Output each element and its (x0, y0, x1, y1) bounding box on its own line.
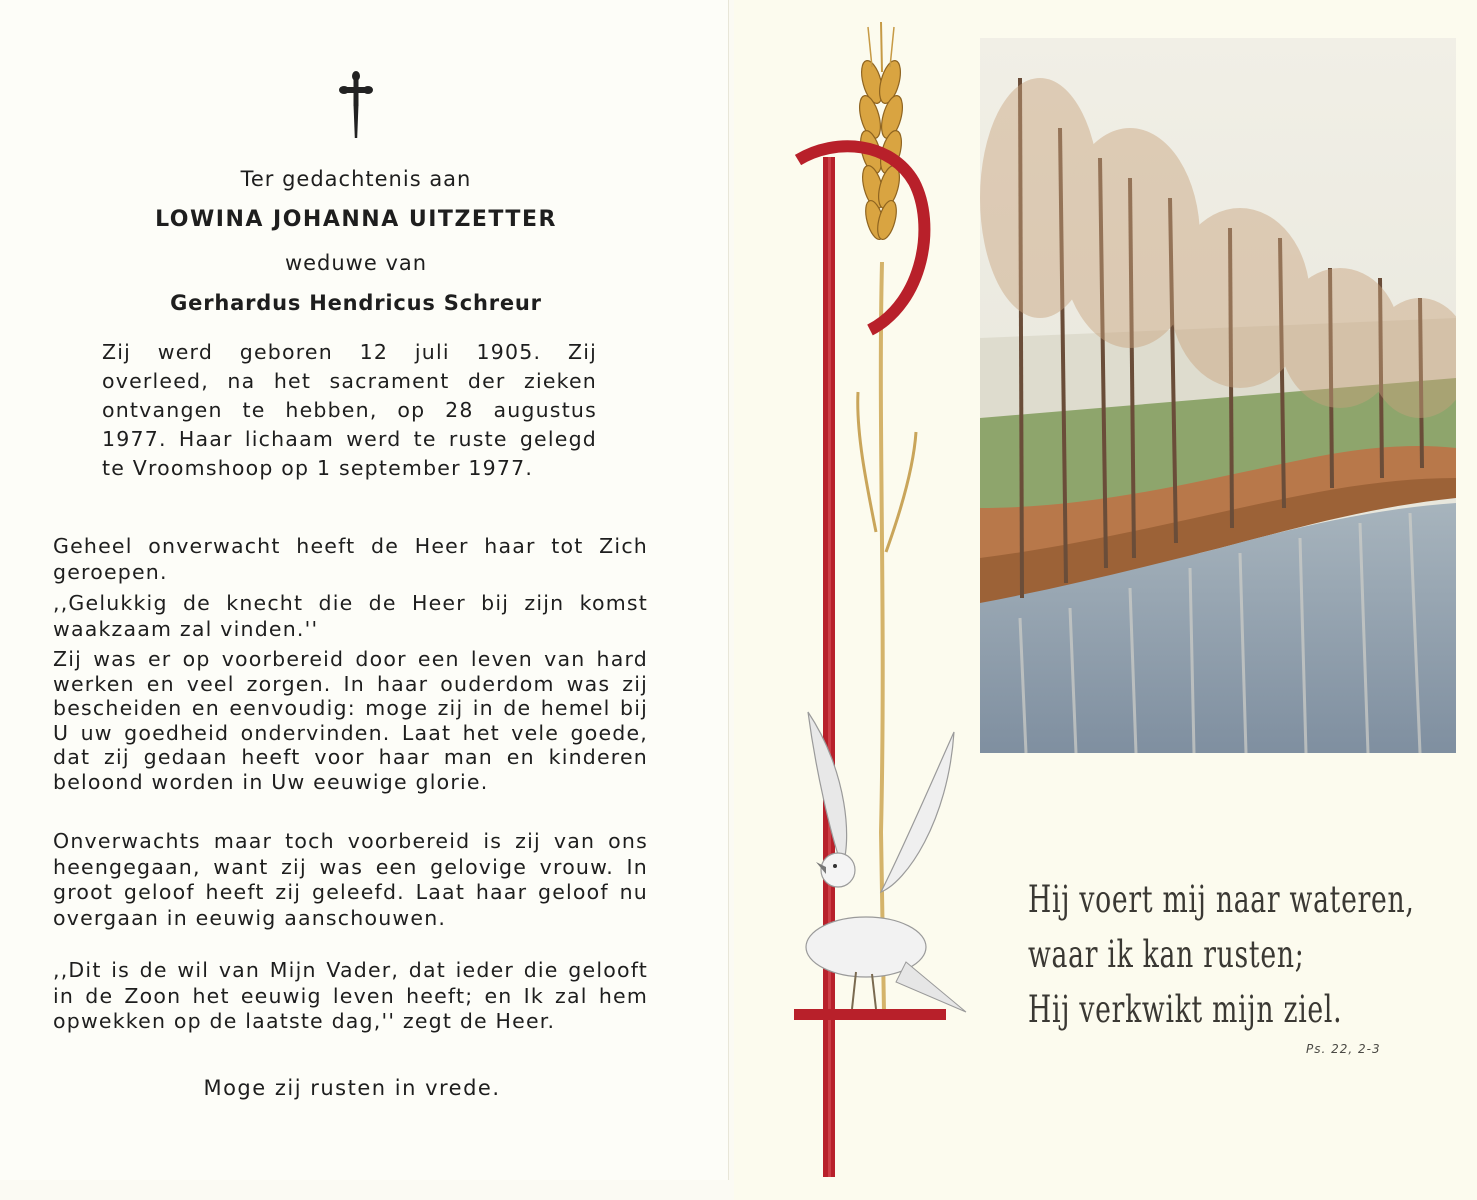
cross-icon (336, 68, 376, 140)
verse-line: Hij voert mij naar wateren, (1028, 878, 1415, 921)
quote-paragraph: ,,Gelukkig de knecht die de Heer bij zijn komst waakzaam zal vinden.'' (53, 591, 648, 641)
widow-of-label: weduwe van (284, 251, 428, 275)
landscape-photo (980, 38, 1456, 753)
verse-line: waar ik kan rusten; (1028, 933, 1305, 976)
quote-paragraph: ,,Dit is de wil van Mijn Vader, dat ieder die gelooft in de Zoon het eeuwig leven heeft; en Ik zal hem opwekken op de laatste dag,'' zegt de Heer. (53, 958, 648, 1033)
header-intro: Ter gedachtenis aan (240, 167, 472, 191)
rho-staff-icon (794, 146, 946, 1177)
biography: Zij werd geboren 12 juli 1905. Zij overleed, na het sacrament der zieken ontvangen te hebben, op 28 augustus 1977. Haar lichaam werd te ruste gelegd te Vroomshoop op 1 september 1977. (102, 340, 597, 480)
spouse-name: Gerhardus Hendricus Schreur (170, 291, 542, 315)
closing-line: Moge zij rusten in vrede. (203, 1076, 501, 1100)
paragraph: Zij was er op voorbereid door een leven van hard werken en veel zorgen. In haar ouderdom was zij bescheiden en eenvoudig: moge zij in de hemel bij U uw goedheid ondervinden. Laat het vele goede, dat zij gedaan heeft voor haar man en kinderen beloond worden in Uw eeuwige glorie. (53, 647, 648, 794)
memorial-text-panel (0, 0, 729, 1180)
psalm-verse (1028, 872, 1415, 1037)
deceased-name: LOWINA JOHANNA UITZETTER (155, 207, 557, 232)
paragraph: Geheel onverwacht heeft de Heer haar tot Zich geroepen. (53, 534, 648, 584)
chi-rho-emblem (786, 12, 976, 1192)
verse-reference: Ps. 22, 2-3 (1306, 1042, 1381, 1056)
dove-icon (806, 712, 966, 1012)
verse-line: Hij verkwikt mijn ziel. (1028, 988, 1343, 1031)
paragraph: Onverwachts maar toch voorbereid is zij van ons heengegaan, want zij was een gelovige vrouw. In groot geloof heeft zij geleefd. Laat haar geloof nu overgaan in eeuwig aanschouwen. (53, 829, 648, 930)
